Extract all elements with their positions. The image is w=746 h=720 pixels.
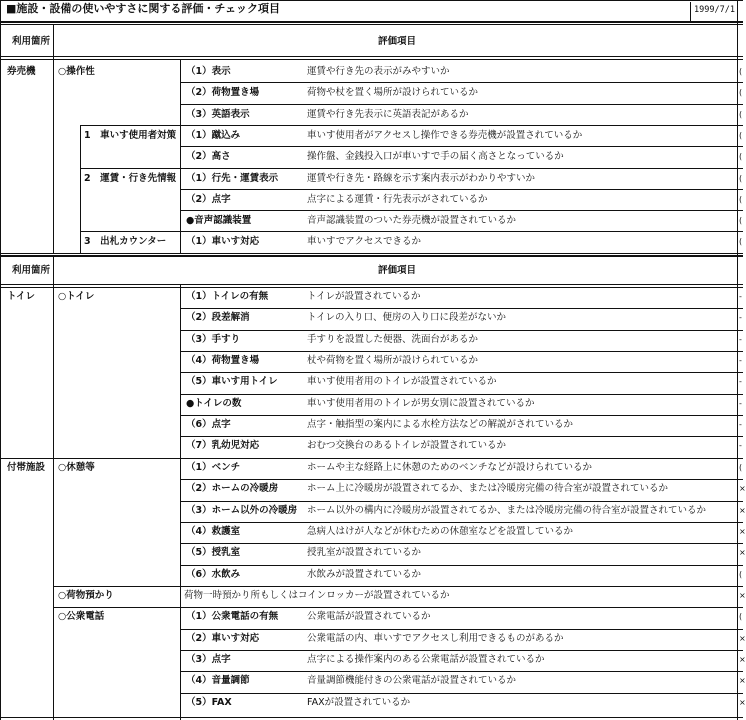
grid-line xyxy=(0,255,743,257)
item-description: 音声認識装置のついた券売機が設置されているか xyxy=(307,215,517,226)
item-label: （2）荷物置き場 xyxy=(186,87,260,98)
grid-line xyxy=(180,284,181,720)
item-description: 運賃や行き先の表示がみやすいか xyxy=(307,66,450,77)
grid-line xyxy=(180,372,743,373)
result-mark: × xyxy=(739,527,746,536)
item-label: （5）FAX xyxy=(186,697,232,708)
item-description: 授乳室が設置されているか xyxy=(307,547,422,558)
item-label: （3）点字 xyxy=(186,654,231,665)
result-mark: - xyxy=(739,441,742,450)
grid-line xyxy=(180,671,743,672)
result-mark: × xyxy=(739,698,746,707)
item-label: （4）救護室 xyxy=(186,526,241,537)
category-label: ○トイレ xyxy=(58,291,95,302)
item-label: （6）水飲み xyxy=(186,569,241,580)
result-mark: × xyxy=(739,506,746,515)
grid-line xyxy=(180,650,743,651)
grid-line xyxy=(53,607,743,608)
result-mark: ( xyxy=(739,237,743,246)
category-label: ○公衆電話 xyxy=(58,611,105,622)
item-description: ホームや主な経路上に休憩のためのベンチなどが設けられているか xyxy=(307,462,593,473)
section-label: 付帯施設 xyxy=(7,462,46,473)
item-description: FAXが設置されているか xyxy=(307,697,411,708)
result-mark: ( xyxy=(739,67,743,76)
grid-line xyxy=(180,522,743,523)
grid-line xyxy=(180,59,181,254)
item-description: トイレの入り口、便房の入り口に段差がないか xyxy=(307,312,507,323)
result-mark: ( xyxy=(739,174,743,183)
item-description: ホーム以外の構内に冷暖房が設置されてるか、または冷暖房完備の待合室が設置されているか xyxy=(307,505,707,516)
item-description: 点字による運賃・行先表示がされているか xyxy=(307,194,488,205)
item-label: （2）点字 xyxy=(186,194,231,205)
result-mark: × xyxy=(739,548,746,557)
item-description: 車いすでアクセスできるか xyxy=(307,236,422,247)
result-mark: ( xyxy=(739,463,743,472)
result-mark: × xyxy=(739,484,746,493)
result-mark: - xyxy=(739,313,742,322)
item-description: 車いす使用者がアクセスし操作できる券売機が設置されているか xyxy=(307,130,583,141)
grid-line xyxy=(0,458,743,459)
result-mark: ( xyxy=(739,195,743,204)
subcategory-label: 2 運賃・行き先情報 xyxy=(84,173,177,184)
item-label: （5）車いす用トイレ xyxy=(186,376,278,387)
grid-line xyxy=(53,59,743,60)
grid-line xyxy=(180,436,743,437)
result-mark: ( xyxy=(739,110,743,119)
item-label: （6）点字 xyxy=(186,419,231,430)
item-description: 荷物や杖を置く場所が設けられているか xyxy=(307,87,479,98)
date-label: 1999/7/1 xyxy=(694,5,735,15)
item-label: （1）公衆電話の有無 xyxy=(186,611,279,622)
grid-line xyxy=(180,146,743,147)
item-description: 急病人はけが人などが休むための休憩室などを設置しているか xyxy=(307,526,574,537)
category-label: ○休憩等 xyxy=(58,462,95,473)
table2-col-eval: 評価項目 xyxy=(378,265,417,276)
result-mark: ( xyxy=(739,131,743,140)
result-mark: - xyxy=(739,377,742,386)
item-label: （1）行先・運賃表示 xyxy=(186,173,279,184)
grid-line xyxy=(0,287,743,288)
grid-line xyxy=(180,693,743,694)
result-mark: ( xyxy=(739,570,743,579)
grid-line xyxy=(180,189,743,190)
grid-line xyxy=(180,415,743,416)
item-label: （2）車いす対応 xyxy=(186,633,260,644)
result-mark: - xyxy=(739,292,742,301)
item-description: 操作盤、金銭投入口が車いすで手の届く高さとなっているか xyxy=(307,151,564,162)
result-mark: - xyxy=(739,356,742,365)
grid-line xyxy=(180,629,743,630)
item-label: （2）高さ xyxy=(186,151,231,162)
table1-col-usage: 利用箇所 xyxy=(12,36,51,47)
item-description: 杖や荷物を置く場所が設けられているか xyxy=(307,355,479,366)
result-mark: ( xyxy=(739,216,743,225)
category-label: ○荷物預かり xyxy=(58,590,114,601)
grid-line xyxy=(0,284,743,285)
item-label: （3）手すり xyxy=(186,334,241,345)
grid-line xyxy=(180,104,743,105)
grid-line xyxy=(180,394,743,395)
table1-col-eval: 評価項目 xyxy=(378,36,417,47)
item-label: （1）蹴込み xyxy=(186,130,241,141)
item-description: 公衆電話の内、車いすでアクセスし利用できるものがあるか xyxy=(307,633,564,644)
item-label: （1）ベンチ xyxy=(186,462,241,473)
result-mark: × xyxy=(739,676,746,685)
grid-line xyxy=(737,0,738,720)
item-label: （3）ホーム以外の冷暖房 xyxy=(186,505,298,516)
grid-line xyxy=(180,479,743,480)
section-label: トイレ xyxy=(7,291,36,302)
category-label: ○操作性 xyxy=(58,66,95,77)
grid-line xyxy=(690,2,691,21)
item-label: （3）英語表示 xyxy=(186,109,250,120)
grid-line xyxy=(0,24,743,25)
item-description: 音量調節機能付きの公衆電話が設置されているか xyxy=(307,675,517,686)
item-description: 点字・触指型の案内による水栓方法などの解説がされているか xyxy=(307,419,574,430)
grid-line xyxy=(180,82,743,83)
item-label: （7）乳幼児対応 xyxy=(186,440,260,451)
item-label: （1）トイレの有無 xyxy=(186,291,269,302)
grid-line xyxy=(180,330,743,331)
item-description: おむつ交換台のあるトイレが設置されているか xyxy=(307,440,507,451)
result-mark: - xyxy=(739,335,742,344)
grid-line xyxy=(0,0,1,720)
grid-line xyxy=(180,210,743,211)
result-mark: ( xyxy=(739,88,743,97)
table2-col-usage: 利用箇所 xyxy=(12,265,51,276)
grid-line xyxy=(0,59,53,60)
item-description: 運賃や行き先表示に英語表記があるか xyxy=(307,109,469,120)
item-description: トイレが設置されているか xyxy=(307,291,421,302)
grid-line xyxy=(0,717,743,718)
item-label: （4）荷物置き場 xyxy=(186,355,260,366)
item-label: （5）授乳室 xyxy=(186,547,241,558)
grid-line xyxy=(53,255,54,720)
item-description: 荷物一時預かり所もしくはコインロッカーが設置されているか xyxy=(184,590,450,601)
item-description: 車いす使用者用のトイレが男女別に設置されているか xyxy=(307,398,535,409)
result-mark: ( xyxy=(739,152,743,161)
grid-line xyxy=(180,308,743,309)
result-mark: - xyxy=(739,420,742,429)
grid-line xyxy=(180,543,743,544)
grid-line xyxy=(0,253,743,254)
section-label: 券売機 xyxy=(7,66,36,77)
item-description: 運賃や行き先・路線を示す案内表示がわかりやすいか xyxy=(307,173,536,184)
item-description: 水飲みが設置されているか xyxy=(307,569,422,580)
grid-line xyxy=(0,0,743,1)
result-mark: × xyxy=(739,591,746,600)
item-description: 車いす使用者用のトイレが設置されているか xyxy=(307,376,497,387)
grid-line xyxy=(80,125,81,254)
item-label: （2）ホームの冷暖房 xyxy=(186,483,279,494)
item-label: （1）車いす対応 xyxy=(186,236,260,247)
grid-line xyxy=(180,565,743,566)
item-label: （4）音量調節 xyxy=(186,675,250,686)
item-label: （1）表示 xyxy=(186,66,231,77)
page-title: ■施設・設備の使いやすさに関する評価・チェック項目 xyxy=(6,2,281,15)
item-label: ●音声認識装置 xyxy=(186,215,252,226)
grid-line xyxy=(0,21,743,23)
item-description: 公衆電話が設置されているか xyxy=(307,611,431,622)
item-label: （2）段差解消 xyxy=(186,312,250,323)
result-mark: × xyxy=(739,634,746,643)
grid-line xyxy=(180,351,743,352)
grid-line xyxy=(53,586,743,587)
item-description: ホーム上に冷暖房が設置されてるか、または冷暖房完備の待合室が設置されているか xyxy=(307,483,669,494)
item-description: 点字による操作案内のある公衆電話が設置されているか xyxy=(307,654,545,665)
result-mark: - xyxy=(739,399,742,408)
grid-line xyxy=(180,501,743,502)
item-label: ●トイレの数 xyxy=(186,398,242,409)
item-description: 手すりを設置した便器、洗面台があるか xyxy=(307,334,479,345)
subcategory-label: 1 車いす使用者対策 xyxy=(84,130,177,141)
subcategory-label: 3 出札カウンター xyxy=(84,236,167,247)
grid-line xyxy=(0,56,743,57)
result-mark: × xyxy=(739,655,746,664)
result-mark: ( xyxy=(739,612,743,621)
